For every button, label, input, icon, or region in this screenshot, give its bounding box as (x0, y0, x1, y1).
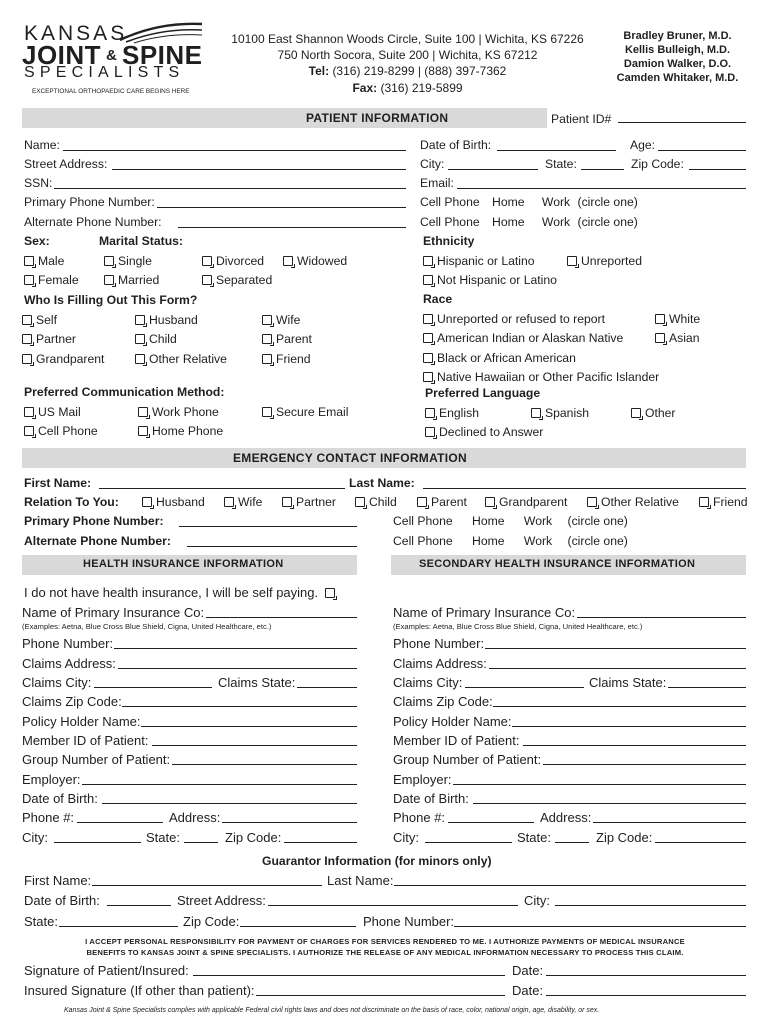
logo-specialists: SPECIALISTS (24, 64, 185, 81)
state-label: State: (545, 157, 577, 171)
phone-type-row-1 (420, 195, 638, 209)
age-field[interactable] (658, 150, 746, 151)
cell-phone-option[interactable]: Cell Phone (393, 534, 453, 548)
p-dob-label: Date of Birth: (22, 791, 98, 806)
s-dob-label: Date of Birth: (393, 791, 469, 806)
ec-last-name-field[interactable] (423, 488, 746, 489)
g-dob-label: Date of Birth: (24, 893, 100, 908)
p-member-id-label: Member ID of Patient: (22, 733, 149, 748)
g-zip-field[interactable] (240, 926, 356, 927)
patient-info-title: PATIENT INFORMATION (306, 111, 449, 125)
asian-checkbox[interactable]: Asian (655, 331, 700, 345)
alternate-phone-label: Alternate Phone Number: (24, 215, 162, 229)
circle-one-note: (circle one) (577, 215, 638, 229)
sig-insured-label: Insured Signature (If other than patient): (24, 983, 255, 998)
alternate-phone-field[interactable] (178, 227, 406, 228)
primary-insurance-title: HEALTH INSURANCE INFORMATION (83, 558, 284, 570)
ec-alternate-phone-field[interactable] (187, 546, 357, 547)
s-zip-label: Zip Code: (596, 830, 653, 845)
name-label: Name: (24, 138, 60, 152)
primary-phone-label: Primary Phone Number: (24, 195, 155, 209)
city-field[interactable] (448, 169, 538, 170)
p-phone-hash-label: Phone #: (22, 810, 75, 825)
clinic-address (220, 31, 595, 96)
s-dob-field[interactable] (473, 803, 746, 804)
hawaiian-checkbox[interactable]: Native Hawaiian or Other Pacific Islander (423, 370, 659, 384)
s-claims-address-label: Claims Address: (393, 656, 487, 671)
address-line-1: 10100 East Shannon Woods Circle, Suite 100 | Wichita, KS 67226 (231, 32, 584, 46)
circle-one-note: (circle one) (567, 534, 628, 548)
marital-title: Marital Status: (99, 234, 183, 248)
other-relative-checkbox[interactable]: Other Relative (135, 352, 227, 366)
s-phone-field[interactable] (485, 648, 746, 649)
state-field[interactable] (581, 169, 624, 170)
s-claims-city-field[interactable] (465, 687, 584, 688)
primary-phone-field[interactable] (157, 207, 406, 208)
ec-phone-type-row-1 (393, 514, 628, 528)
logo-ampersand: & (106, 47, 117, 64)
white-checkbox[interactable]: White (655, 312, 700, 326)
partner-checkbox[interactable]: Partner (22, 332, 76, 346)
sig-patient-field[interactable] (193, 975, 505, 976)
cell-phone-option[interactable]: Cell Phone (420, 215, 480, 229)
p-group-number-field[interactable] (172, 764, 357, 765)
g-dob-field[interactable] (107, 905, 171, 906)
work-option[interactable]: Work (541, 215, 571, 229)
secondary-insurance-title: SECONDARY HEALTH INSURANCE INFORMATION (419, 558, 696, 570)
p-claims-state-label: Claims State: (218, 675, 296, 690)
street-label: Street Address: (24, 157, 108, 171)
guarantor-title: Guarantor Information (for minors only) (262, 854, 492, 868)
home-phone-checkbox[interactable]: Home Phone (138, 424, 223, 438)
dob-label: Date of Birth: (420, 138, 492, 152)
s-employer-field[interactable] (453, 784, 746, 785)
g-phone-label: Phone Number: (363, 914, 455, 929)
p-phone-field[interactable] (114, 648, 357, 649)
name-field[interactable] (63, 150, 406, 151)
zip-label: Zip Code: (631, 157, 684, 171)
spanish-checkbox[interactable]: Spanish (531, 406, 589, 420)
secondary-ins-name-field[interactable] (577, 617, 746, 618)
dob-field[interactable] (497, 150, 616, 151)
phone-type-row-2 (420, 215, 638, 229)
married-checkbox[interactable]: Married (104, 273, 159, 287)
s-claims-state-label: Claims State: (589, 675, 667, 690)
ec-phone-type-row-2 (393, 534, 628, 548)
p-policy-holder-field[interactable] (141, 726, 357, 727)
street-field[interactable] (112, 169, 406, 170)
ec-first-name-label: First Name: (24, 476, 92, 490)
age-label: Age: (630, 138, 656, 152)
p-claims-state-field[interactable] (297, 687, 357, 688)
g-phone-field[interactable] (454, 926, 746, 927)
declined-checkbox[interactable]: Declined to Answer (425, 425, 543, 439)
self-checkbox[interactable]: Self (22, 313, 57, 327)
work-option[interactable]: Work (541, 195, 571, 209)
g-street-field[interactable] (268, 905, 518, 906)
consent-text (22, 936, 748, 958)
logo-joint: JOINT (22, 40, 102, 70)
ec-parent-checkbox[interactable]: Parent (417, 495, 467, 509)
address-line-2: 750 North Socora, Suite 200 | Wichita, KS 67212 (277, 48, 538, 62)
home-option[interactable]: Home (472, 514, 505, 528)
single-checkbox[interactable]: Single (104, 254, 152, 268)
p-claims-city-field[interactable] (94, 687, 212, 688)
ec-friend-checkbox[interactable]: Friend (699, 495, 748, 509)
doctor-3: Damion Walker, D.O. (623, 58, 732, 70)
s-phone-label: Phone Number: (393, 636, 485, 651)
s-phone-hash-label: Phone #: (393, 810, 446, 825)
s-member-id-label: Member ID of Patient: (393, 733, 520, 748)
p-claims-address-label: Claims Address: (22, 656, 116, 671)
p-claims-city-label: Claims City: (22, 675, 92, 690)
ec-relation-label: Relation To You: (24, 495, 119, 509)
p-claims-zip-label: Claims Zip Code: (22, 694, 122, 709)
sig-patient-label: Signature of Patient/Insured: (24, 963, 189, 978)
g-state-field[interactable] (59, 926, 178, 927)
p-state-label: State: (146, 830, 180, 845)
s-city-label: City: (393, 830, 419, 845)
g-last-name-field[interactable] (394, 885, 746, 886)
p-address-field[interactable] (222, 822, 357, 823)
primary-ins-name-label: Name of Primary Insurance Co: (22, 605, 205, 620)
circle-one-note: (circle one) (577, 195, 638, 209)
g-city-field[interactable] (555, 905, 746, 906)
american-indian-checkbox[interactable]: American Indian or Alaskan Native (423, 331, 623, 345)
separated-checkbox[interactable]: Separated (202, 273, 272, 287)
footer-disclaimer: Kansas Joint & Spine Specialists complies with applicable Federal civil rights laws and does not discriminate on the basis of race, color, national origin, age, disability, or sex. (64, 1007, 600, 1014)
patient-id-label: Patient ID# (551, 112, 612, 126)
ec-last-name-label: Last Name: (349, 476, 415, 490)
child-checkbox[interactable]: Child (135, 332, 177, 346)
other-language-checkbox[interactable]: Other (631, 406, 675, 420)
p-claims-address-field[interactable] (118, 668, 357, 669)
english-checkbox[interactable]: English (425, 406, 479, 420)
sig-patient-date-label: Date: (512, 963, 544, 978)
p-member-id-field[interactable] (152, 745, 357, 746)
p-group-number-label: Group Number of Patient: (22, 752, 171, 767)
widowed-checkbox[interactable]: Widowed (283, 254, 347, 268)
p-employer-label: Employer: (22, 772, 81, 787)
hispanic-checkbox[interactable]: Hispanic or Latino (423, 254, 535, 268)
work-option[interactable]: Work (523, 534, 553, 548)
p-address-label: Address: (169, 810, 221, 825)
s-claims-state-field[interactable] (668, 687, 746, 688)
p-zip-field[interactable] (284, 842, 357, 843)
ec-partner-checkbox[interactable]: Partner (282, 495, 336, 509)
divorced-checkbox[interactable]: Divorced (202, 254, 264, 268)
ec-wife-checkbox[interactable]: Wife (224, 495, 262, 509)
sig-insured-date-field[interactable] (546, 995, 746, 996)
ec-child-checkbox[interactable]: Child (355, 495, 397, 509)
ssn-field[interactable] (54, 188, 406, 189)
consent-line-2: BENEFITS TO KANSAS JOINT & SPINE SPECIALISTS. I AUTHORIZE THE RELEASE OF ANY MEDICAL INFORMATION NECESSARY TO PROCESS THIS CLAIM. (86, 948, 684, 957)
ec-first-name-field[interactable] (99, 488, 345, 489)
s-policy-holder-field[interactable] (512, 726, 746, 727)
s-member-id-field[interactable] (523, 745, 746, 746)
g-first-name-label: First Name: (24, 873, 92, 888)
p-zip-label: Zip Code: (225, 830, 282, 845)
ec-other-relative-checkbox[interactable]: Other Relative (587, 495, 679, 509)
doctor-2: Kellis Bulleigh, M.D. (624, 44, 731, 56)
s-policy-holder-label: Policy Holder Name: (393, 714, 512, 729)
filling-title: Who Is Filling Out This Form? (24, 293, 198, 307)
g-state-label: State: (24, 914, 58, 929)
primary-insurance-band (22, 555, 357, 575)
work-phone-checkbox[interactable]: Work Phone (138, 405, 219, 419)
ec-primary-phone-field[interactable] (179, 526, 357, 527)
friend-checkbox[interactable]: Friend (262, 352, 311, 366)
black-checkbox[interactable]: Black or African American (423, 351, 576, 365)
cell-phone-option[interactable]: Cell Phone (420, 195, 480, 209)
home-option[interactable]: Home (492, 215, 525, 229)
secondary-ins-examples: (Examples: Aetna, Blue Cross Blue Shield, Cigna, United Healthcare, etc.) (393, 622, 643, 631)
secondary-ins-name-label: Name of Primary Insurance Co: (393, 605, 576, 620)
cell-phone-checkbox[interactable]: Cell Phone (24, 424, 98, 438)
s-claims-zip-label: Claims Zip Code: (393, 694, 493, 709)
not-hispanic-checkbox[interactable]: Not Hispanic or Latino (423, 273, 557, 287)
primary-ins-name-field[interactable] (206, 617, 357, 618)
patient-info-band (22, 108, 547, 128)
s-group-number-field[interactable] (543, 764, 746, 765)
p-policy-holder-label: Policy Holder Name: (22, 714, 141, 729)
logo-tagline: EXCEPTIONAL ORTHOPAEDIC CARE BEGINS HERE (32, 88, 190, 95)
grandparent-checkbox[interactable]: Grandparent (22, 352, 104, 366)
p-city-field[interactable] (54, 842, 141, 843)
ethnicity-title: Ethnicity (423, 234, 475, 248)
s-state-label: State: (517, 830, 551, 845)
doctor-1: Bradley Bruner, M.D. (623, 30, 732, 42)
logo-spine: SPINE (122, 40, 203, 70)
s-zip-field[interactable] (655, 842, 746, 843)
sex-title: Sex: (24, 234, 50, 248)
secure-email-checkbox[interactable]: Secure Email (262, 405, 348, 419)
female-checkbox[interactable]: Female (24, 273, 79, 287)
parent-checkbox[interactable]: Parent (262, 332, 312, 346)
consent-line-1: I ACCEPT PERSONAL RESPONSIBILITY FOR PAYMENT OF CHARGES FOR SERVICES RENDERED TO ME. I AUTHORIZE PAYMENTS OF MEDICAL INSURANCE (85, 937, 685, 946)
ssn-label: SSN: (24, 176, 53, 190)
s-state-field[interactable] (555, 842, 589, 843)
language-title: Preferred Language (425, 386, 541, 400)
sig-insured-field[interactable] (256, 995, 505, 996)
g-city-label: City: (524, 893, 550, 908)
p-employer-field[interactable] (82, 784, 357, 785)
p-claims-zip-field[interactable] (122, 706, 357, 707)
p-state-field[interactable] (184, 842, 218, 843)
g-street-label: Street Address: (177, 893, 266, 908)
secondary-insurance-band (391, 555, 746, 575)
zip-field[interactable] (689, 169, 746, 170)
s-claims-zip-field[interactable] (493, 706, 746, 707)
comm-title: Preferred Communication Method: (24, 385, 225, 399)
male-checkbox[interactable]: Male (24, 254, 64, 268)
us-mail-checkbox[interactable]: US Mail (24, 405, 81, 419)
sig-patient-date-field[interactable] (546, 975, 746, 976)
husband-checkbox[interactable]: Husband (135, 313, 198, 327)
s-address-label: Address: (540, 810, 592, 825)
p-phone-hash-field[interactable] (77, 822, 163, 823)
email-field[interactable] (457, 188, 746, 189)
logo-kansas: KANSAS (24, 22, 128, 45)
s-phone-hash-field[interactable] (448, 822, 534, 823)
s-address-field[interactable] (593, 822, 746, 823)
wife-checkbox[interactable]: Wife (262, 313, 300, 327)
race-title: Race (423, 292, 453, 306)
cell-phone-option[interactable]: Cell Phone (393, 514, 453, 528)
sig-insured-date-label: Date: (512, 983, 544, 998)
race-unreported-checkbox[interactable]: Unreported or refused to report (423, 312, 605, 326)
doctor-4: Camden Whitaker, M.D. (616, 72, 739, 84)
address-fax: Fax: (316) 219-5899 (352, 81, 463, 95)
p-city-label: City: (22, 830, 48, 845)
doctor-list (600, 29, 755, 85)
address-tel: Tel: (316) 219-8299 | (888) 397-7362 (308, 64, 507, 78)
emergency-title: EMERGENCY CONTACT INFORMATION (233, 451, 468, 465)
no-insurance-checkbox[interactable]: I do not have health insurance, I will be self paying. (24, 585, 339, 600)
emergency-band (22, 448, 746, 468)
s-claims-city-label: Claims City: (393, 675, 463, 690)
p-dob-field[interactable] (102, 803, 357, 804)
home-option[interactable]: Home (492, 195, 525, 209)
home-option[interactable]: Home (472, 534, 505, 548)
s-employer-label: Employer: (393, 772, 452, 787)
g-last-name-label: Last Name: (327, 873, 394, 888)
ec-grandparent-checkbox[interactable]: Grandparent (485, 495, 567, 509)
patient-id-field[interactable] (618, 122, 746, 123)
ethnicity-unreported-checkbox[interactable]: Unreported (567, 254, 642, 268)
p-phone-label: Phone Number: (22, 636, 114, 651)
circle-one-note: (circle one) (567, 514, 628, 528)
ec-husband-checkbox[interactable]: Husband (142, 495, 205, 509)
email-label: Email: (420, 176, 454, 190)
s-group-number-label: Group Number of Patient: (393, 752, 542, 767)
work-option[interactable]: Work (523, 514, 553, 528)
ec-alternate-phone-label: Alternate Phone Number: (24, 534, 171, 548)
city-label: City: (420, 157, 445, 171)
s-claims-address-field[interactable] (489, 668, 746, 669)
s-city-field[interactable] (425, 842, 512, 843)
g-first-name-field[interactable] (92, 885, 322, 886)
g-zip-label: Zip Code: (183, 914, 240, 929)
primary-ins-examples: (Examples: Aetna, Blue Cross Blue Shield, Cigna, United Healthcare, etc.) (22, 622, 272, 631)
ec-primary-phone-label: Primary Phone Number: (24, 514, 164, 528)
